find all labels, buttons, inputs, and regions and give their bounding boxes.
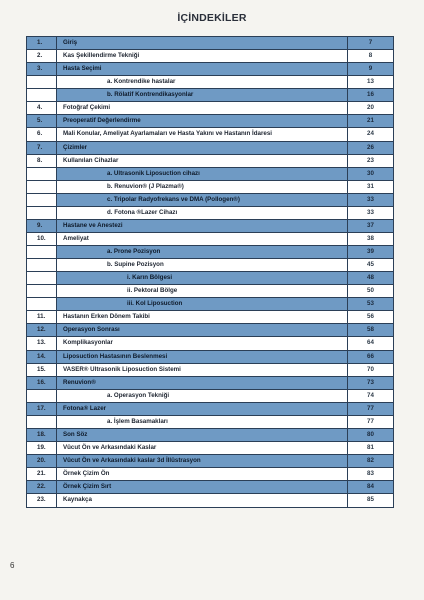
- toc-row-page: 21: [347, 115, 393, 127]
- toc-row-page: 38: [347, 233, 393, 245]
- toc-row-label: a. Kontrendike hastalar: [107, 78, 176, 86]
- toc-row-page: 56: [347, 311, 393, 323]
- toc-row-page: 81: [347, 442, 393, 454]
- toc-row-page: 16: [347, 89, 393, 101]
- toc-row: [27, 37, 393, 50]
- toc-row-page: 48: [347, 272, 393, 284]
- page-title: İÇİNDEKİLER: [177, 12, 247, 24]
- toc-row: [27, 442, 393, 455]
- toc-row-page: 37: [347, 220, 393, 232]
- toc-row-page: 58: [347, 324, 393, 336]
- toc-row-number: 10.: [27, 233, 57, 245]
- toc-row-label: Örnek Çizim Sırt: [57, 481, 347, 493]
- toc-row-label: i. Karın Bölgesi: [57, 272, 347, 284]
- toc-row-page: 50: [347, 285, 393, 297]
- toc-row-page: 83: [347, 468, 393, 480]
- toc-row: [27, 324, 393, 337]
- toc-row-label: Çizimler: [57, 142, 347, 154]
- toc-row: [27, 168, 393, 181]
- toc-row: [27, 494, 393, 507]
- toc-row-number: 4.: [27, 102, 57, 114]
- toc-row-label: Fotona® Lazer: [57, 403, 347, 415]
- toc-row: [27, 390, 393, 403]
- toc-row-label: Giriş: [57, 37, 347, 49]
- toc-row-number: 20.: [27, 455, 57, 467]
- toc-row-number: 1.: [27, 37, 57, 49]
- toc-row-number: [27, 416, 57, 428]
- toc-row-page: 33: [347, 194, 393, 206]
- toc-row: [27, 351, 393, 364]
- toc-row: [27, 416, 393, 429]
- toc-row-page: 85: [347, 494, 393, 507]
- toc-row-number: [27, 89, 57, 101]
- toc-row-number: 6.: [27, 128, 57, 140]
- toc-row-number: 18.: [27, 429, 57, 441]
- toc-row-label: Son Söz: [57, 429, 347, 441]
- toc-row-number: 11.: [27, 311, 57, 323]
- toc-row-label: Hasta Seçimi: [57, 63, 347, 75]
- toc-row-page: 84: [347, 481, 393, 493]
- toc-row: [27, 337, 393, 350]
- toc-row-number: 16.: [27, 377, 57, 389]
- toc-row-page: 33: [347, 207, 393, 219]
- table-of-contents: [26, 36, 394, 508]
- toc-row-number: 21.: [27, 468, 57, 480]
- toc-row-label: b. Rölatif Kontrendikasyonlar: [57, 89, 347, 101]
- toc-row: [27, 128, 393, 141]
- toc-row-number: [27, 285, 57, 297]
- toc-row-label: ii. Pektoral Bölge: [127, 287, 178, 295]
- toc-row-number: 17.: [27, 403, 57, 415]
- toc-row-number: [27, 76, 57, 88]
- toc-row: [27, 298, 393, 311]
- toc-row: [27, 285, 393, 298]
- toc-row-label: Kullanılan Cihazlar: [63, 156, 119, 164]
- toc-row-page: 39: [347, 246, 393, 258]
- toc-row-page: 73: [347, 377, 393, 389]
- toc-row-label: Hastane ve Anestezi: [57, 220, 347, 232]
- toc-row-page: 30: [347, 168, 393, 180]
- toc-row: [27, 89, 393, 102]
- toc-row-label: VASER® Ultrasonik Liposuction Sistemi: [63, 365, 181, 373]
- toc-row-label: a. Operasyon Tekniği: [107, 391, 170, 399]
- toc-row-page: 77: [347, 416, 393, 428]
- toc-row-number: 8.: [27, 155, 57, 167]
- toc-row-label: Kas Şekillendirme Tekniği: [63, 52, 140, 60]
- toc-row-number: 15.: [27, 364, 57, 376]
- toc-row: [27, 207, 393, 220]
- toc-row-label: a. İşlem Basamakları: [107, 417, 168, 425]
- page-number: 6: [10, 561, 15, 570]
- toc-row-page: 9: [347, 63, 393, 75]
- toc-row-page: 45: [347, 259, 393, 271]
- toc-row-label: a. Ultrasonik Liposuction cihazı: [57, 168, 347, 180]
- toc-row-number: 13.: [27, 337, 57, 349]
- toc-row-label: Mali Konular, Ameliyat Ayarlamaları ve Hasta Yakını ve Hastanın İdaresi: [63, 130, 272, 138]
- toc-row-label: Liposuction Hastasının Beslenmesi: [57, 351, 347, 363]
- toc-row-number: 3.: [27, 63, 57, 75]
- toc-row: [27, 377, 393, 390]
- toc-row-label: Preoperatif Değerlendirme: [57, 115, 347, 127]
- toc-row: [27, 194, 393, 207]
- toc-row-label: Renuvion®: [57, 377, 347, 389]
- toc-row-number: 9.: [27, 220, 57, 232]
- toc-row: [27, 233, 393, 246]
- toc-row: [27, 455, 393, 468]
- toc-row-page: 64: [347, 337, 393, 349]
- toc-row-page: 8: [347, 50, 393, 62]
- toc-row: [27, 429, 393, 442]
- toc-row-page: 77: [347, 403, 393, 415]
- toc-row-label: c. Tripolar Radyofrekans ve DMA (Pollogen®): [57, 194, 347, 206]
- toc-row: [27, 142, 393, 155]
- toc-row-number: [27, 272, 57, 284]
- toc-row-number: [27, 181, 57, 193]
- toc-row-page: 82: [347, 455, 393, 467]
- toc-row: [27, 272, 393, 285]
- toc-row: [27, 102, 393, 115]
- toc-row-label: b. Renuvion® (J Plazma®): [107, 182, 184, 190]
- toc-row: [27, 220, 393, 233]
- toc-row-number: 5.: [27, 115, 57, 127]
- toc-row-page: 74: [347, 390, 393, 402]
- toc-row: [27, 259, 393, 272]
- toc-row-page: 66: [347, 351, 393, 363]
- toc-row-label: a. Prone Pozisyon: [57, 246, 347, 258]
- toc-row-page: 24: [347, 128, 393, 140]
- toc-row-label: Örnek Çizim Ön: [63, 470, 110, 478]
- toc-row: [27, 76, 393, 89]
- toc-row: [27, 246, 393, 259]
- toc-row-label: iii. Kol Liposuction: [57, 298, 347, 310]
- toc-row-number: [27, 298, 57, 310]
- toc-row: [27, 481, 393, 494]
- toc-row-label: Komplikasyonlar: [63, 339, 113, 347]
- toc-row-page: 26: [347, 142, 393, 154]
- toc-row-label: Fotoğraf Çekimi: [63, 104, 111, 112]
- toc-row-number: [27, 246, 57, 258]
- toc-row-label: Hastanın Erken Dönem Takibi: [63, 313, 150, 321]
- toc-row-number: [27, 207, 57, 219]
- toc-row: [27, 403, 393, 416]
- toc-row: [27, 311, 393, 324]
- toc-row-number: [27, 259, 57, 271]
- toc-row-number: 12.: [27, 324, 57, 336]
- toc-row-label: d. Fotona ®Lazer Cihazı: [107, 208, 178, 216]
- toc-row-number: 14.: [27, 351, 57, 363]
- toc-row: [27, 364, 393, 377]
- toc-row-label: Kaynakça: [63, 496, 92, 504]
- toc-row-page: 20: [347, 102, 393, 114]
- toc-row-number: 7.: [27, 142, 57, 154]
- toc-row-page: 53: [347, 298, 393, 310]
- toc-row-label: Vücut Ön ve Arkasındaki Kaslar: [63, 443, 157, 451]
- toc-row-label: Operasyon Sonrası: [57, 324, 347, 336]
- toc-row-number: 22.: [27, 481, 57, 493]
- toc-row-label: Ameliyat: [63, 234, 89, 242]
- toc-row-page: 31: [347, 181, 393, 193]
- toc-row: [27, 468, 393, 481]
- toc-row-page: 7: [347, 37, 393, 49]
- toc-row-number: [27, 194, 57, 206]
- toc-row-number: 19.: [27, 442, 57, 454]
- toc-row-number: 2.: [27, 50, 57, 62]
- toc-row: [27, 115, 393, 128]
- toc-row-number: 23.: [27, 494, 57, 507]
- toc-row-page: 23: [347, 155, 393, 167]
- toc-row-page: 70: [347, 364, 393, 376]
- toc-row-number: [27, 390, 57, 402]
- toc-row-label: b. Supine Pozisyon: [107, 261, 164, 269]
- toc-row-label: Vücut Ön ve Arkasındaki kaslar 3d İllüstrasyon: [57, 455, 347, 467]
- toc-row: [27, 50, 393, 63]
- toc-row-number: [27, 168, 57, 180]
- toc-row: [27, 63, 393, 76]
- toc-row: [27, 181, 393, 194]
- toc-row: [27, 155, 393, 168]
- toc-row-page: 80: [347, 429, 393, 441]
- toc-row-page: 13: [347, 76, 393, 88]
